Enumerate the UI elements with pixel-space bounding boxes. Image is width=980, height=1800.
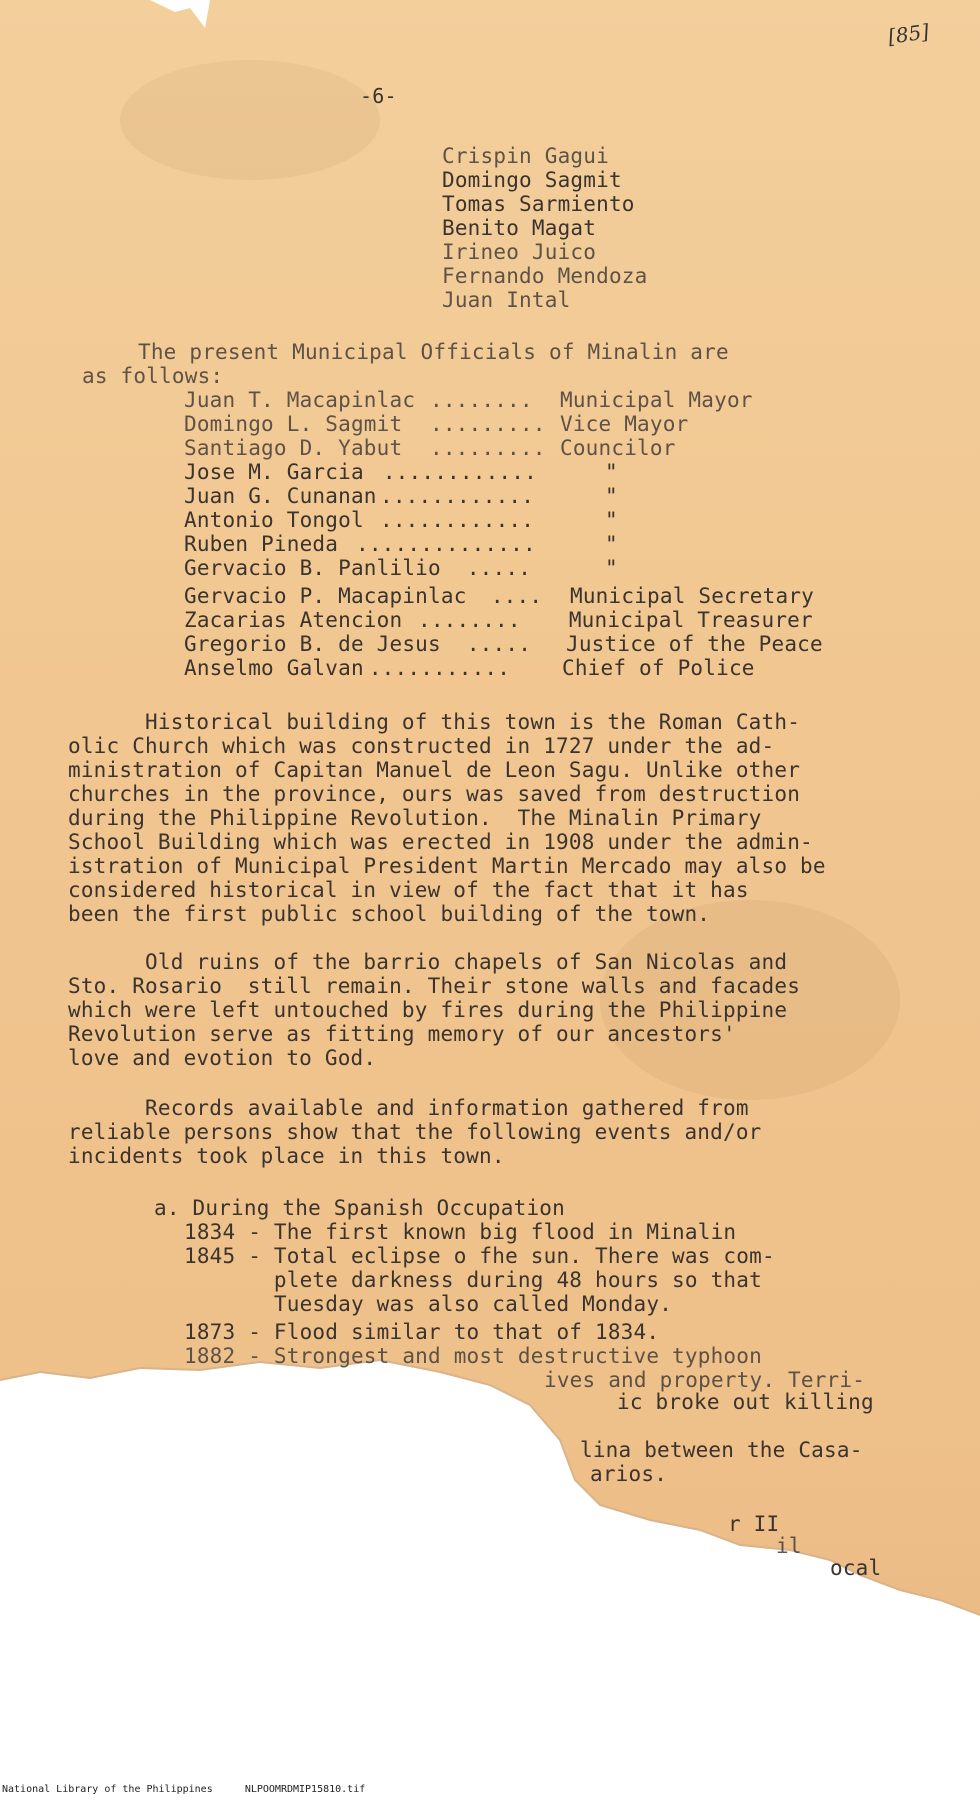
footer-source: National Library of the Philippines (2, 1784, 213, 1795)
official-name: Zacarias Atencion (184, 608, 403, 632)
official-name: Juan T. Macapinlac (184, 388, 416, 412)
list-item: Tomas Sarmiento (442, 192, 635, 216)
leader-dots: ............ (370, 460, 537, 484)
officials-intro-continued: as follows: (82, 364, 224, 388)
ditto-mark: " (605, 556, 618, 580)
leader-dots: ........ (430, 388, 533, 412)
official-name: Ruben Pineda (184, 532, 339, 556)
ditto-mark: " (605, 508, 618, 532)
list-item: Juan Intal (442, 288, 571, 312)
text-line: been the first public school building of the town. (68, 902, 711, 926)
official-name: Jose M. Garcia (184, 460, 364, 484)
fragment-text: r II (728, 1512, 780, 1536)
official-title: Chief of Police (562, 656, 755, 680)
events-heading: a. During the Spanish Occupation (154, 1196, 565, 1220)
list-item: Fernando Mendoza (442, 264, 648, 288)
text-line: ministration of Capitan Manuel de Leon Sagu. Unlike other (68, 758, 801, 782)
leader-dots: ........... (356, 656, 511, 680)
event-line: 1873 - Flood similar to that of 1834. (184, 1320, 660, 1344)
text-line: School Building which was erected in 1908 under the admin- (68, 830, 813, 854)
list-item: Crispin Gagui (442, 144, 609, 168)
text-line: incidents took place in this town. (68, 1144, 505, 1168)
scan-footer (0, 1780, 980, 1800)
text-line: considered historical in view of the fact that it has (68, 878, 749, 902)
text-line: during the Philippine Revolution. The Minalin Primary (68, 806, 762, 830)
official-name: Domingo L. Sagmit (184, 412, 403, 436)
leader-dots: ..... (454, 632, 532, 656)
event-line: 1882 - Strongest and most destructive typhoon (184, 1344, 762, 1368)
text-line: reliable persons show that the following events and/or (68, 1120, 762, 1144)
fragment-text: il (776, 1534, 802, 1558)
leader-dots: ..... (454, 556, 532, 580)
ditto-mark: " (605, 532, 618, 556)
text-line: Revolution serve as fitting memory of our ancestors' (68, 1022, 736, 1046)
text-line: Old ruins of the barrio chapels of San Nicolas and (68, 950, 788, 974)
official-name: Santiago D. Yabut (184, 436, 403, 460)
text-line: love and evotion to God. (68, 1046, 377, 1070)
official-name: Antonio Tongol (184, 508, 364, 532)
text-line: istration of Municipal President Martin Mercado may also be (68, 854, 826, 878)
officials-intro: The present Municipal Officials of Minalin are (138, 340, 729, 364)
leader-dots: .... (478, 584, 543, 608)
official-title: Municipal Mayor (560, 388, 753, 412)
ditto-mark: " (605, 460, 618, 484)
ditto-mark: " (605, 484, 618, 508)
official-title: Municipal Secretary (570, 584, 815, 608)
list-item: Benito Magat (442, 216, 597, 240)
list-item: Irineo Juico (442, 240, 597, 264)
leader-dots: ............ (380, 508, 535, 532)
fragment-text: lina between the Casa- (580, 1438, 863, 1462)
official-name: Gregorio B. de Jesus (184, 632, 441, 656)
leader-dots: ............ (380, 484, 535, 508)
official-title: Justice of the Peace (566, 632, 823, 656)
text-line: olic Church which was constructed in 1727 under the ad- (68, 734, 775, 758)
list-item: Domingo Sagmit (442, 168, 622, 192)
fragment-text: arios. (590, 1462, 668, 1486)
text-line: Records available and information gathered from (68, 1096, 749, 1120)
official-title: Councilor (560, 436, 676, 460)
official-name: Juan G. Cunanan (184, 484, 377, 508)
leader-dots: ......... (430, 412, 546, 436)
official-name: Gervacio B. Panlilio (184, 556, 441, 580)
event-line: Tuesday was also called Monday. (184, 1292, 673, 1316)
leader-dots: .............. (356, 532, 536, 556)
fragment-text: ives and property. Terri- (544, 1368, 866, 1392)
fragment-text: ocal (830, 1556, 882, 1580)
handwritten-page-annotation: [85] (886, 19, 931, 49)
official-name: Anselmo Galvan (184, 656, 364, 680)
official-title: Municipal Treasurer (556, 608, 813, 632)
official-name: Gervacio P. Macapinlac (184, 584, 467, 608)
page-number: -6- (360, 84, 397, 108)
fragment-text: ic broke out killing (617, 1390, 874, 1414)
text-line: Historical building of this town is the Roman Cath- (68, 710, 801, 734)
text-line: Sto. Rosario still remain. Their stone walls and facades (68, 974, 801, 998)
event-line: plete darkness during 48 hours so that (184, 1268, 762, 1292)
footer-filename: NLPOOMRDMIP15810.tif (244, 1784, 366, 1795)
leader-dots: ........ (418, 608, 521, 632)
event-line: 1845 - Total eclipse o fhe sun. There was com- (184, 1244, 775, 1268)
official-title: Vice Mayor (560, 412, 689, 436)
event-line: 1834 - The first known big flood in Minalin (184, 1220, 737, 1244)
leader-dots: ......... (430, 436, 546, 460)
text-line: which were left untouched by fires during the Philippine (68, 998, 788, 1022)
text-line: churches in the province, ours was saved from destruction (68, 782, 801, 806)
